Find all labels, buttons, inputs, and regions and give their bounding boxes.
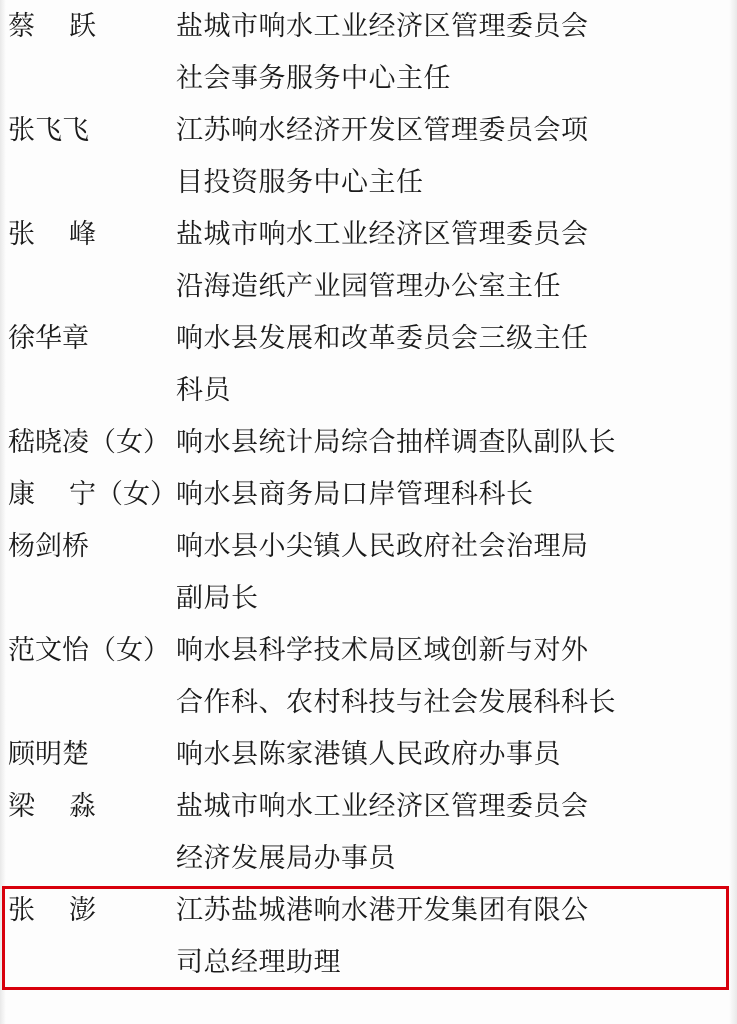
person-title-line: 响水县统计局综合抽样调查队副队长 <box>176 427 616 457</box>
person-name <box>0 208 176 260</box>
person-title <box>176 624 737 728</box>
person-title-line: 盐城市响水工业经济区管理委员会 <box>176 791 589 821</box>
person-title-line: 江苏响水经济开发区管理委员会项 <box>176 115 589 145</box>
person-title-line: 合作科、农村科技与社会发展科科长 <box>176 687 616 717</box>
table-row <box>0 520 737 624</box>
table-row <box>0 624 737 728</box>
person-name <box>0 728 176 780</box>
person-title-line: 响水县科学技术局区域创新与对外 <box>176 635 589 665</box>
name-surname: 康 <box>8 479 35 509</box>
person-title-line: 沿海造纸产业园管理办公室主任 <box>176 271 561 301</box>
person-title <box>176 312 737 416</box>
name-given: 淼 <box>69 791 96 821</box>
name-text: 张飞飞 <box>8 115 89 145</box>
person-title-line: 响水县陈家港镇人民政府办事员 <box>176 739 561 769</box>
person-title-line: 响水县小尖镇人民政府社会治理局 <box>176 531 589 561</box>
person-title-line: 江苏盐城港响水港开发集团有限公 <box>176 895 589 925</box>
person-title-line: 科员 <box>176 375 231 405</box>
person-name <box>0 312 176 364</box>
person-name <box>0 624 176 676</box>
person-name <box>0 780 176 832</box>
person-title-line: 响水县发展和改革委员会三级主任 <box>176 323 589 353</box>
person-name <box>0 416 176 468</box>
red-highlight-box <box>2 886 729 990</box>
table-row <box>0 104 737 208</box>
person-title-line: 盐城市响水工业经济区管理委员会 <box>176 219 589 249</box>
person-title <box>176 780 737 884</box>
person-title <box>176 468 737 520</box>
person-title-line: 副局长 <box>176 583 259 613</box>
person-title-line: 目投资服务中心主任 <box>176 167 424 197</box>
person-title <box>176 208 737 312</box>
name-text: 嵇晓凌（女） <box>8 427 170 457</box>
name-surname: 张 <box>8 895 35 925</box>
name-given: 澎 <box>69 895 96 925</box>
table-row <box>0 208 737 312</box>
person-title-line: 社会事务服务中心主任 <box>176 63 451 93</box>
person-title-line: 响水县商务局口岸管理科科长 <box>176 479 534 509</box>
person-name <box>0 468 176 520</box>
name-text: 徐华章 <box>8 323 89 353</box>
person-title <box>176 728 737 780</box>
table-row <box>0 468 737 520</box>
name-surname: 蔡 <box>8 11 35 41</box>
person-title-line: 司总经理助理 <box>176 947 341 977</box>
person-title-line: 经济发展局办事员 <box>176 843 396 873</box>
table-row <box>0 0 737 104</box>
name-given: 峰 <box>69 219 96 249</box>
name-text: 顾明楚 <box>8 739 89 769</box>
name-text: 范文怡（女） <box>8 635 170 665</box>
name-surname: 梁 <box>8 791 35 821</box>
person-title <box>176 104 737 208</box>
table-row <box>0 416 737 468</box>
name-surname: 张 <box>8 219 35 249</box>
name-text: 杨剑桥 <box>8 531 89 561</box>
person-title-line: 盐城市响水工业经济区管理委员会 <box>176 11 589 41</box>
name-given: 跃 <box>69 11 96 41</box>
person-title <box>176 520 737 624</box>
person-name <box>0 104 176 156</box>
table-row <box>0 884 737 988</box>
person-name <box>0 0 176 52</box>
table-row <box>0 728 737 780</box>
name-given: 宁（女） <box>69 479 177 509</box>
table-row <box>0 312 737 416</box>
person-name <box>0 520 176 572</box>
person-title <box>176 0 737 104</box>
table-row <box>0 780 737 884</box>
person-title <box>176 416 737 468</box>
